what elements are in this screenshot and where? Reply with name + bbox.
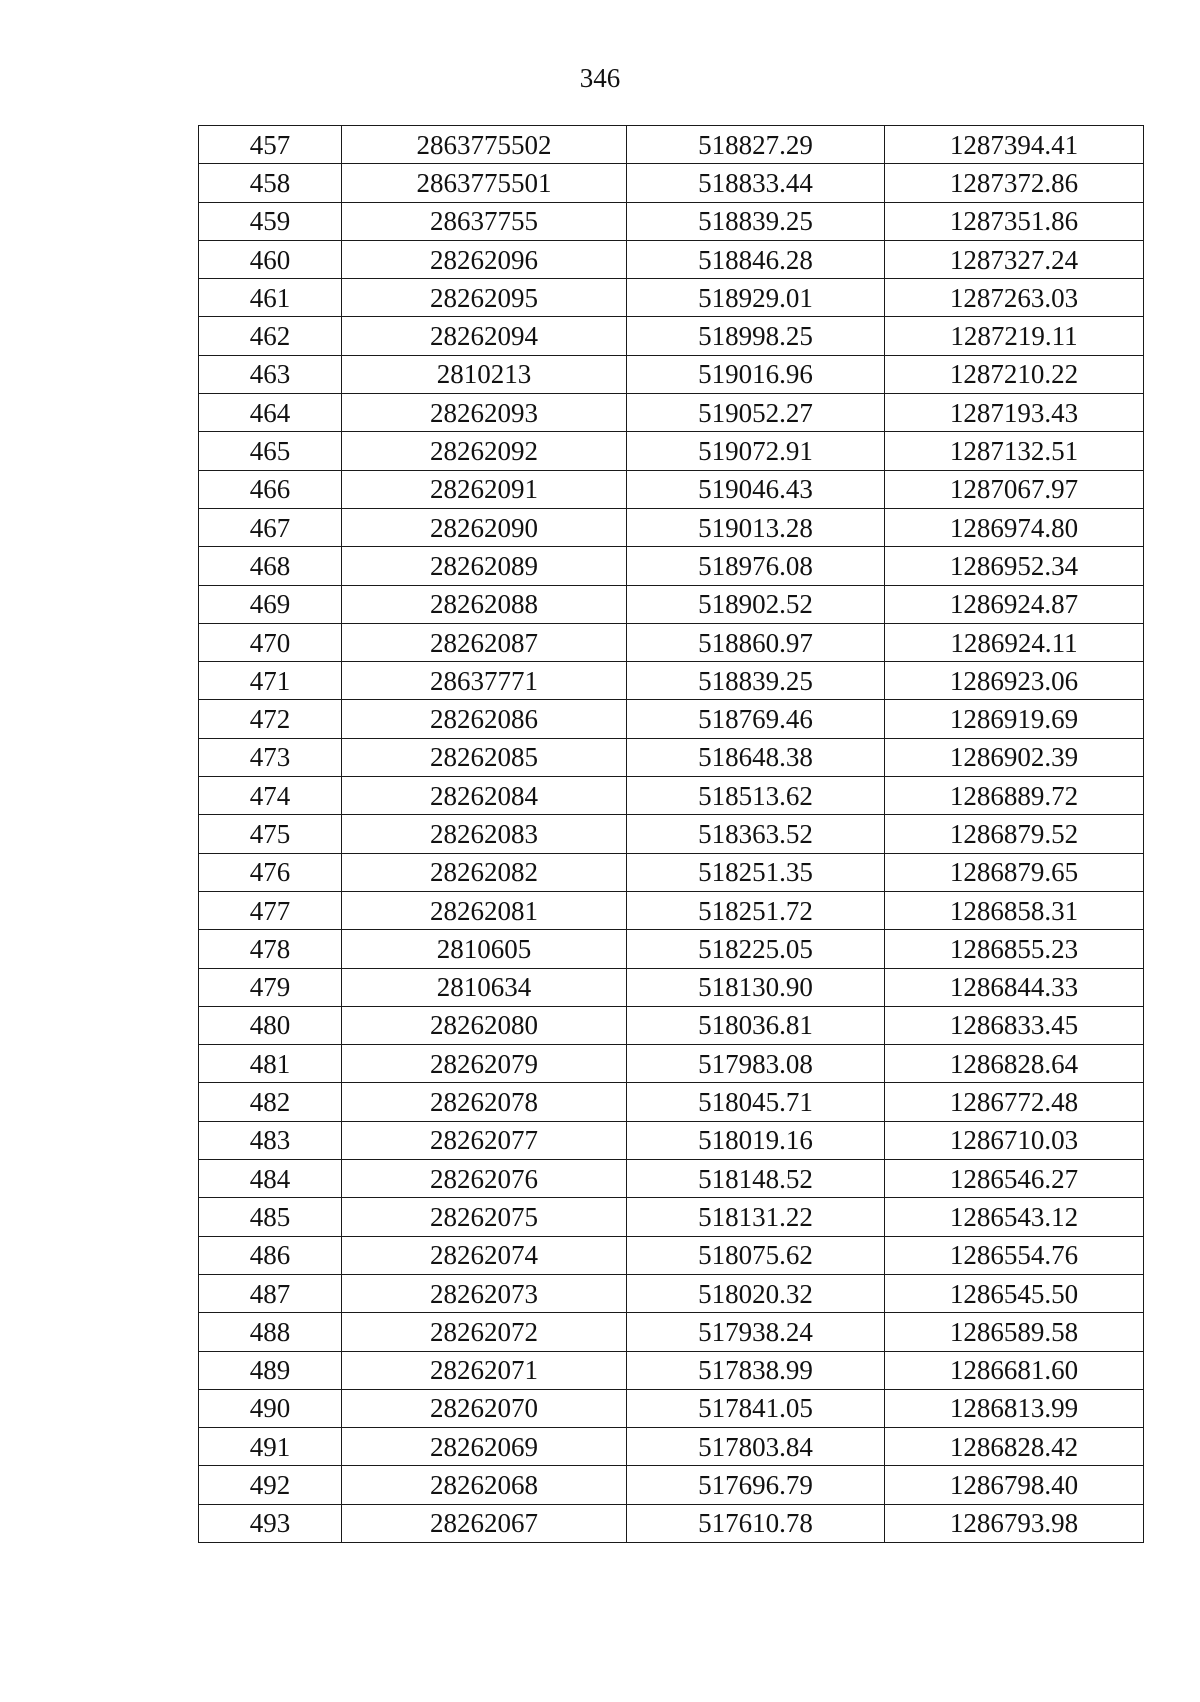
table-row: [199, 240, 1144, 278]
y-coordinate-cell: 1286710.03: [885, 1121, 1144, 1159]
y-coordinate-cell: 1286858.31: [885, 891, 1144, 929]
point-number-cell: 479: [199, 968, 342, 1006]
table-row: [199, 623, 1144, 661]
x-coordinate-cell: 519046.43: [627, 470, 885, 508]
point-number-cell: 481: [199, 1045, 342, 1083]
point-id-cell: 28262073: [342, 1274, 627, 1312]
x-coordinate-cell: 518251.35: [627, 853, 885, 891]
x-coordinate-cell: 518131.22: [627, 1198, 885, 1236]
x-coordinate-cell: 518976.08: [627, 547, 885, 585]
x-coordinate-cell: 518846.28: [627, 240, 885, 278]
x-coordinate-cell: 517841.05: [627, 1389, 885, 1427]
x-coordinate-cell: 517610.78: [627, 1504, 885, 1542]
y-coordinate-cell: 1286952.34: [885, 547, 1144, 585]
y-coordinate-cell: 1287132.51: [885, 432, 1144, 470]
point-number-cell: 487: [199, 1274, 342, 1312]
table-row: [199, 355, 1144, 393]
x-coordinate-cell: 519013.28: [627, 508, 885, 546]
x-coordinate-cell: 519052.27: [627, 394, 885, 432]
table-row: [199, 1504, 1144, 1542]
x-coordinate-cell: 518902.52: [627, 585, 885, 623]
point-number-cell: 473: [199, 738, 342, 776]
x-coordinate-cell: 518929.01: [627, 279, 885, 317]
point-number-cell: 459: [199, 202, 342, 240]
x-coordinate-cell: 518998.25: [627, 317, 885, 355]
point-number-cell: 462: [199, 317, 342, 355]
x-coordinate-cell: 517696.79: [627, 1466, 885, 1504]
table-row: [199, 777, 1144, 815]
point-id-cell: 28262094: [342, 317, 627, 355]
y-coordinate-cell: 1286828.64: [885, 1045, 1144, 1083]
table-row: [199, 1236, 1144, 1274]
table-row: [199, 1313, 1144, 1351]
point-id-cell: 28262072: [342, 1313, 627, 1351]
point-id-cell: 2863775502: [342, 126, 627, 164]
table-body: [199, 126, 1144, 1543]
point-number-cell: 489: [199, 1351, 342, 1389]
x-coordinate-cell: 517838.99: [627, 1351, 885, 1389]
table-row: [199, 317, 1144, 355]
x-coordinate-cell: 518839.25: [627, 662, 885, 700]
point-id-cell: 28262084: [342, 777, 627, 815]
y-coordinate-cell: 1287372.86: [885, 164, 1144, 202]
point-number-cell: 476: [199, 853, 342, 891]
point-id-cell: 28262075: [342, 1198, 627, 1236]
y-coordinate-cell: 1286813.99: [885, 1389, 1144, 1427]
y-coordinate-cell: 1287210.22: [885, 355, 1144, 393]
point-number-cell: 472: [199, 700, 342, 738]
point-number-cell: 482: [199, 1083, 342, 1121]
table-row: [199, 700, 1144, 738]
page-number: 346: [579, 63, 621, 93]
point-id-cell: 2810605: [342, 930, 627, 968]
x-coordinate-cell: 518225.05: [627, 930, 885, 968]
y-coordinate-cell: 1286772.48: [885, 1083, 1144, 1121]
point-number-cell: 480: [199, 1006, 342, 1044]
point-id-cell: 28262077: [342, 1121, 627, 1159]
y-coordinate-cell: 1286828.42: [885, 1428, 1144, 1466]
point-id-cell: 28262074: [342, 1236, 627, 1274]
point-number-cell: 463: [199, 355, 342, 393]
x-coordinate-cell: 518833.44: [627, 164, 885, 202]
y-coordinate-cell: 1286974.80: [885, 508, 1144, 546]
y-coordinate-cell: 1286545.50: [885, 1274, 1144, 1312]
point-id-cell: 28262070: [342, 1389, 627, 1427]
point-id-cell: 28637771: [342, 662, 627, 700]
y-coordinate-cell: 1287327.24: [885, 240, 1144, 278]
table-row: [199, 202, 1144, 240]
point-id-cell: 28262087: [342, 623, 627, 661]
table-row: [199, 470, 1144, 508]
y-coordinate-cell: 1286833.45: [885, 1006, 1144, 1044]
point-number-cell: 483: [199, 1121, 342, 1159]
point-number-cell: 471: [199, 662, 342, 700]
point-id-cell: 28262076: [342, 1160, 627, 1198]
point-number-cell: 469: [199, 585, 342, 623]
x-coordinate-cell: 518045.71: [627, 1083, 885, 1121]
x-coordinate-cell: 518075.62: [627, 1236, 885, 1274]
y-coordinate-cell: 1287351.86: [885, 202, 1144, 240]
point-id-cell: 28262068: [342, 1466, 627, 1504]
y-coordinate-cell: 1287394.41: [885, 126, 1144, 164]
x-coordinate-cell: 517983.08: [627, 1045, 885, 1083]
point-id-cell: 28262067: [342, 1504, 627, 1542]
x-coordinate-cell: 518036.81: [627, 1006, 885, 1044]
table-row: [199, 891, 1144, 929]
coordinates-table: [198, 125, 1144, 1543]
x-coordinate-cell: 518839.25: [627, 202, 885, 240]
y-coordinate-cell: 1286924.87: [885, 585, 1144, 623]
table-row: [199, 968, 1144, 1006]
point-id-cell: 2810634: [342, 968, 627, 1006]
table-row: [199, 853, 1144, 891]
table-row: [199, 1045, 1144, 1083]
table-row: [199, 279, 1144, 317]
point-id-cell: 28262091: [342, 470, 627, 508]
table-row: [199, 126, 1144, 164]
y-coordinate-cell: 1286879.65: [885, 853, 1144, 891]
x-coordinate-cell: 517803.84: [627, 1428, 885, 1466]
table-row: [199, 432, 1144, 470]
x-coordinate-cell: 517938.24: [627, 1313, 885, 1351]
x-coordinate-cell: 518251.72: [627, 891, 885, 929]
point-number-cell: 474: [199, 777, 342, 815]
table-row: [199, 1121, 1144, 1159]
y-coordinate-cell: 1286798.40: [885, 1466, 1144, 1504]
point-id-cell: 28262093: [342, 394, 627, 432]
y-coordinate-cell: 1286793.98: [885, 1504, 1144, 1542]
x-coordinate-cell: 518860.97: [627, 623, 885, 661]
table-row: [199, 1160, 1144, 1198]
table-row: [199, 662, 1144, 700]
x-coordinate-cell: 519072.91: [627, 432, 885, 470]
table-row: [199, 1274, 1144, 1312]
y-coordinate-cell: 1286919.69: [885, 700, 1144, 738]
x-coordinate-cell: 518020.32: [627, 1274, 885, 1312]
point-id-cell: 28637755: [342, 202, 627, 240]
table-row: [199, 815, 1144, 853]
y-coordinate-cell: 1286543.12: [885, 1198, 1144, 1236]
point-id-cell: 28262092: [342, 432, 627, 470]
point-number-cell: 477: [199, 891, 342, 929]
point-number-cell: 485: [199, 1198, 342, 1236]
point-id-cell: 28262090: [342, 508, 627, 546]
point-number-cell: 488: [199, 1313, 342, 1351]
table-row: [199, 1428, 1144, 1466]
point-number-cell: 464: [199, 394, 342, 432]
y-coordinate-cell: 1286902.39: [885, 738, 1144, 776]
point-number-cell: 468: [199, 547, 342, 585]
point-number-cell: 458: [199, 164, 342, 202]
point-id-cell: 28262083: [342, 815, 627, 853]
point-number-cell: 486: [199, 1236, 342, 1274]
y-coordinate-cell: 1286923.06: [885, 662, 1144, 700]
point-id-cell: 28262078: [342, 1083, 627, 1121]
x-coordinate-cell: 518019.16: [627, 1121, 885, 1159]
x-coordinate-cell: 518769.46: [627, 700, 885, 738]
point-number-cell: 493: [199, 1504, 342, 1542]
table-row: [199, 1198, 1144, 1236]
point-id-cell: 28262071: [342, 1351, 627, 1389]
point-id-cell: 28262081: [342, 891, 627, 929]
point-id-cell: 2810213: [342, 355, 627, 393]
point-number-cell: 460: [199, 240, 342, 278]
table-row: [199, 1083, 1144, 1121]
table-row: [199, 547, 1144, 585]
y-coordinate-cell: 1286844.33: [885, 968, 1144, 1006]
point-number-cell: 490: [199, 1389, 342, 1427]
point-number-cell: 461: [199, 279, 342, 317]
table-row: [199, 508, 1144, 546]
y-coordinate-cell: 1287193.43: [885, 394, 1144, 432]
point-number-cell: 478: [199, 930, 342, 968]
point-number-cell: 492: [199, 1466, 342, 1504]
table-row: [199, 394, 1144, 432]
x-coordinate-cell: 518513.62: [627, 777, 885, 815]
point-id-cell: 2863775501: [342, 164, 627, 202]
x-coordinate-cell: 519016.96: [627, 355, 885, 393]
point-id-cell: 28262096: [342, 240, 627, 278]
x-coordinate-cell: 518130.90: [627, 968, 885, 1006]
point-number-cell: 467: [199, 508, 342, 546]
y-coordinate-cell: 1287067.97: [885, 470, 1144, 508]
point-number-cell: 491: [199, 1428, 342, 1466]
y-coordinate-cell: 1286681.60: [885, 1351, 1144, 1389]
table-row: [199, 1006, 1144, 1044]
y-coordinate-cell: 1287263.03: [885, 279, 1144, 317]
x-coordinate-cell: 518148.52: [627, 1160, 885, 1198]
y-coordinate-cell: 1286889.72: [885, 777, 1144, 815]
table-row: [199, 738, 1144, 776]
table-row: [199, 1466, 1144, 1504]
point-number-cell: 465: [199, 432, 342, 470]
y-coordinate-cell: 1286554.76: [885, 1236, 1144, 1274]
point-id-cell: 28262079: [342, 1045, 627, 1083]
y-coordinate-cell: 1286879.52: [885, 815, 1144, 853]
table-row: [199, 930, 1144, 968]
point-number-cell: 466: [199, 470, 342, 508]
point-id-cell: 28262088: [342, 585, 627, 623]
y-coordinate-cell: 1286589.58: [885, 1313, 1144, 1351]
x-coordinate-cell: 518648.38: [627, 738, 885, 776]
point-id-cell: 28262080: [342, 1006, 627, 1044]
y-coordinate-cell: 1286924.11: [885, 623, 1144, 661]
point-number-cell: 457: [199, 126, 342, 164]
point-id-cell: 28262095: [342, 279, 627, 317]
point-number-cell: 484: [199, 1160, 342, 1198]
point-id-cell: 28262069: [342, 1428, 627, 1466]
point-number-cell: 470: [199, 623, 342, 661]
y-coordinate-cell: 1286855.23: [885, 930, 1144, 968]
point-id-cell: 28262085: [342, 738, 627, 776]
table-row: [199, 585, 1144, 623]
point-id-cell: 28262086: [342, 700, 627, 738]
table-row: [199, 1351, 1144, 1389]
point-id-cell: 28262082: [342, 853, 627, 891]
y-coordinate-cell: 1286546.27: [885, 1160, 1144, 1198]
point-number-cell: 475: [199, 815, 342, 853]
table-row: [199, 1389, 1144, 1427]
y-coordinate-cell: 1287219.11: [885, 317, 1144, 355]
point-id-cell: 28262089: [342, 547, 627, 585]
x-coordinate-cell: 518363.52: [627, 815, 885, 853]
table-row: [199, 164, 1144, 202]
x-coordinate-cell: 518827.29: [627, 126, 885, 164]
